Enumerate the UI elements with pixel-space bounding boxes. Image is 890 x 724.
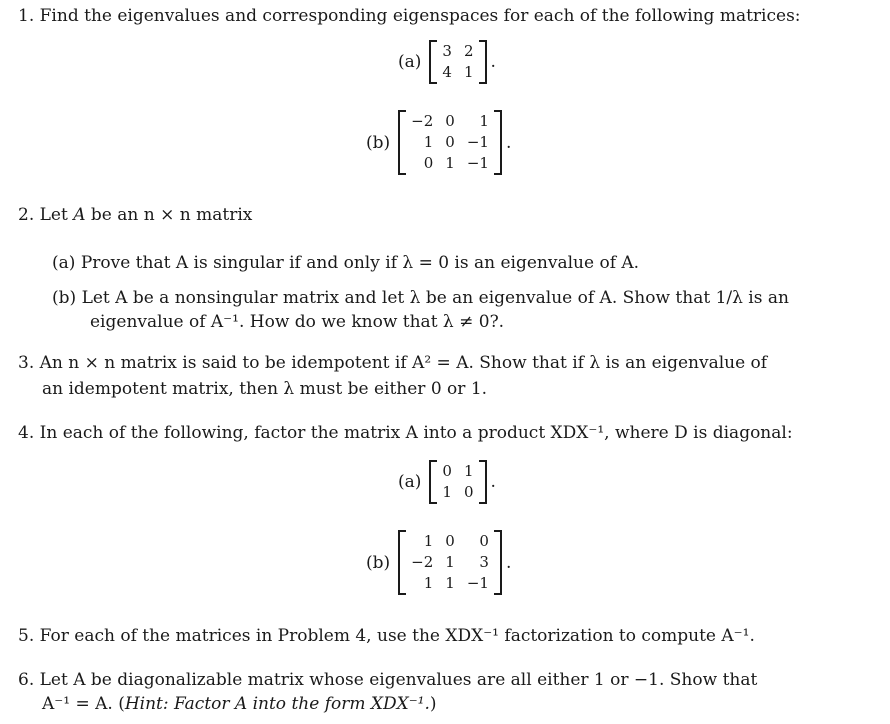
problem-2b-label: (b) <box>52 288 77 308</box>
period: . <box>505 552 512 573</box>
problem-5 <box>18 626 755 646</box>
matrix-cell: 1 <box>423 532 434 550</box>
problem-4 <box>18 423 793 443</box>
problem-2 <box>18 205 252 225</box>
problem-3 <box>18 353 767 373</box>
problem-5-text: For each of the matrices in Problem 4, use the XDX⁻¹ factorization to compute A⁻¹. <box>39 626 755 646</box>
problem-5-number: 5. <box>18 626 35 646</box>
problem-2a-label: (a) <box>52 253 76 273</box>
problem-2-text-post: be an n × n matrix <box>85 205 253 225</box>
problem-3-number: 3. <box>18 353 35 373</box>
problem-6-number: 6. <box>18 670 35 690</box>
matrix-cell: 1 <box>445 574 455 592</box>
matrix-table <box>405 531 495 594</box>
problem-2a <box>52 253 639 273</box>
matrix-cell: 1 <box>463 462 474 480</box>
matrix-cell: 0 <box>423 154 434 172</box>
matrix-cell: 1 <box>423 574 434 592</box>
problem-6-text-1: Let A be diagonalizable matrix whose eigenvalues are all either 1 or −1. Show that <box>39 670 758 690</box>
matrix-cell: −2 <box>411 112 434 130</box>
problem-2-text-pre: Let <box>39 205 74 225</box>
problem-3-line-2 <box>42 379 487 399</box>
matrix-cell: 3 <box>442 42 452 60</box>
matrix-cell: 2 <box>463 42 474 60</box>
matrix-cell: −1 <box>466 133 489 151</box>
problem-2b-line-2 <box>90 312 504 332</box>
period: . <box>490 52 496 72</box>
problem-4-text: In each of the following, factor the matrix A into a product XDX⁻¹, where D is diagonal: <box>39 423 793 443</box>
period: . <box>490 472 496 492</box>
problem-3-text-1: An n × n matrix is said to be idempotent if A² = A. Show that if λ is an eigenvalue of <box>39 353 768 373</box>
problem-4-number: 4. <box>18 423 35 443</box>
period: . <box>505 132 512 153</box>
problem-2b <box>52 288 789 308</box>
problem-1b-label: (b) <box>366 132 391 153</box>
problem-6-hint: Hint: Factor A into the form XDX⁻¹. <box>124 694 430 714</box>
matrix-cell: 0 <box>445 532 455 550</box>
matrix-brackets <box>398 110 502 175</box>
matrix-cell: 0 <box>479 532 489 550</box>
matrix-cell: 1 <box>479 112 489 130</box>
matrix-cell: 1 <box>463 63 474 81</box>
problem-6-text-2-pre: A⁻¹ = A. ( <box>42 694 125 714</box>
problem-1b-matrix <box>366 110 511 175</box>
problem-6-line-2 <box>42 694 437 714</box>
problem-1a-matrix <box>398 40 496 84</box>
matrix-cell: −2 <box>411 553 434 571</box>
problem-3-text-2: an idempotent matrix, then λ must be either 0 or 1. <box>42 379 488 399</box>
matrix-cell: 1 <box>445 154 455 172</box>
matrix-cell: 1 <box>442 483 452 501</box>
matrix-cell: −1 <box>466 154 489 172</box>
matrix-cell: 0 <box>463 483 474 501</box>
problem-1a-label: (a) <box>398 52 422 72</box>
problem-6-text-2-post: ) <box>429 694 437 714</box>
matrix-brackets <box>398 530 502 595</box>
matrix-brackets <box>429 460 486 504</box>
problem-4b-matrix <box>366 530 511 595</box>
problem-1 <box>18 6 801 26</box>
matrix-cell: 0 <box>445 112 455 130</box>
problem-1-text: Find the eigenvalues and corresponding eigenspaces for each of the following matrices: <box>39 6 801 26</box>
matrix-brackets <box>429 40 486 84</box>
problem-2b-text-1: Let A be a nonsingular matrix and let λ be an eigenvalue of A. Show that 1/λ is an <box>81 288 789 308</box>
matrix-cell: 3 <box>479 553 489 571</box>
matrix-table <box>436 41 479 83</box>
problem-2-matrix-symbol: A <box>73 205 86 225</box>
problem-2-number: 2. <box>18 205 35 225</box>
matrix-cell: −1 <box>466 574 489 592</box>
matrix-cell: 1 <box>423 133 434 151</box>
matrix-table <box>436 461 479 503</box>
matrix-cell: 0 <box>442 462 452 480</box>
problem-2b-text-2: eigenvalue of A⁻¹. How do we know that λ ≠ 0?. <box>90 312 505 332</box>
problem-1-number: 1. <box>18 6 35 26</box>
problem-4a-matrix <box>398 460 496 504</box>
matrix-cell: 1 <box>445 553 455 571</box>
matrix-cell: 0 <box>445 133 455 151</box>
problem-4b-label: (b) <box>366 552 391 573</box>
matrix-table <box>405 111 495 174</box>
problem-4a-label: (a) <box>398 472 422 492</box>
matrix-cell: 4 <box>442 63 452 81</box>
problem-6 <box>18 670 757 690</box>
problem-2a-text: Prove that A is singular if and only if λ = 0 is an eigenvalue of A. <box>80 253 640 273</box>
